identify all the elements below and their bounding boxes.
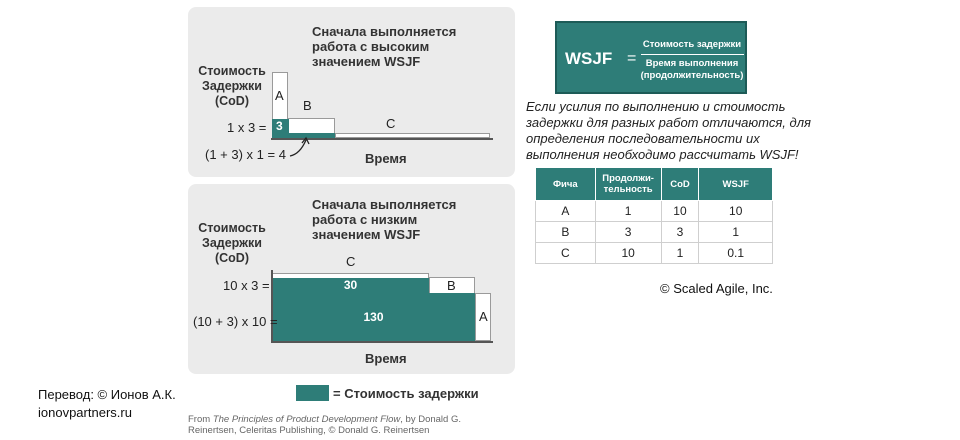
header-cod: CoD <box>661 168 699 201</box>
table-row: A 1 10 10 <box>536 201 773 222</box>
top-x-axis-label: Время <box>365 151 407 166</box>
top-y-axis-label: Стоимость Задержки (CoD) <box>198 64 266 108</box>
bottom-panel-title: Сначала выполняется работа с низким значением WSJF <box>312 197 457 242</box>
table-header-row <box>536 168 773 201</box>
legend-swatch <box>296 385 329 401</box>
wsjf-table <box>535 167 773 264</box>
formula-denominator: Время выполнения (продолжительность) <box>640 58 744 81</box>
bottom-bar-130-value: 130 <box>363 310 384 324</box>
top-equation-1: 1 x 3 = <box>227 120 267 135</box>
translation-credit: Перевод: © Ионов А.К. ionovpartners.ru <box>38 387 176 420</box>
header-feature: Фича <box>536 168 596 201</box>
table-row: C 10 1 0.1 <box>536 243 773 264</box>
top-equation-2: (1 + 3) x 1 = 4 <box>205 147 286 162</box>
top-label-c: C <box>386 116 396 131</box>
bottom-x-axis-label: Время <box>365 351 407 366</box>
curved-arrow-icon <box>288 136 328 160</box>
top-panel-title: Сначала выполняется работа с высоким значением WSJF <box>312 24 457 69</box>
source-attribution: From The Principles of Product Development Flow, by Donald G. Reinertsen, Celeritas Publishing, © Donald G. Reinertsen <box>188 414 461 436</box>
bottom-label-b: B <box>447 278 456 293</box>
copyright: © Scaled Agile, Inc. <box>660 281 773 296</box>
bottom-equation-2: (10 + 3) x 10 = <box>193 314 278 329</box>
formula-wsjf-label: WSJF <box>565 49 613 68</box>
top-label-b: B <box>303 98 312 113</box>
bottom-label-a: A <box>479 309 488 324</box>
formula-numerator: Стоимость задержки <box>642 39 742 50</box>
wsjf-explanation-note: Если усилия по выполнению и стоимость задержки для разных работ отличаются, для определения последовательности их выполнения необходимо рассчитать WSJF! <box>526 99 811 162</box>
bottom-equation-1: 10 x 3 = <box>223 278 270 293</box>
bottom-label-c: C <box>346 254 356 269</box>
table-row: B 3 3 1 <box>536 222 773 243</box>
header-wsjf: WSJF <box>699 168 773 201</box>
bottom-bar-30-value: 30 <box>343 278 358 292</box>
top-bar-value: 3 <box>276 119 283 133</box>
bottom-y-axis-label: Стоимость Задержки (CoD) <box>198 221 266 265</box>
wsjf-formula-box <box>555 21 747 94</box>
legend-label: = Стоимость задержки <box>333 386 479 401</box>
header-duration: Продолжи- тельность <box>595 168 661 201</box>
bottom-y-axis <box>271 270 273 343</box>
bottom-x-axis <box>271 341 493 343</box>
formula-fraction-line <box>641 54 744 55</box>
formula-equals-sign: = <box>627 50 637 67</box>
top-label-a: A <box>275 88 284 103</box>
